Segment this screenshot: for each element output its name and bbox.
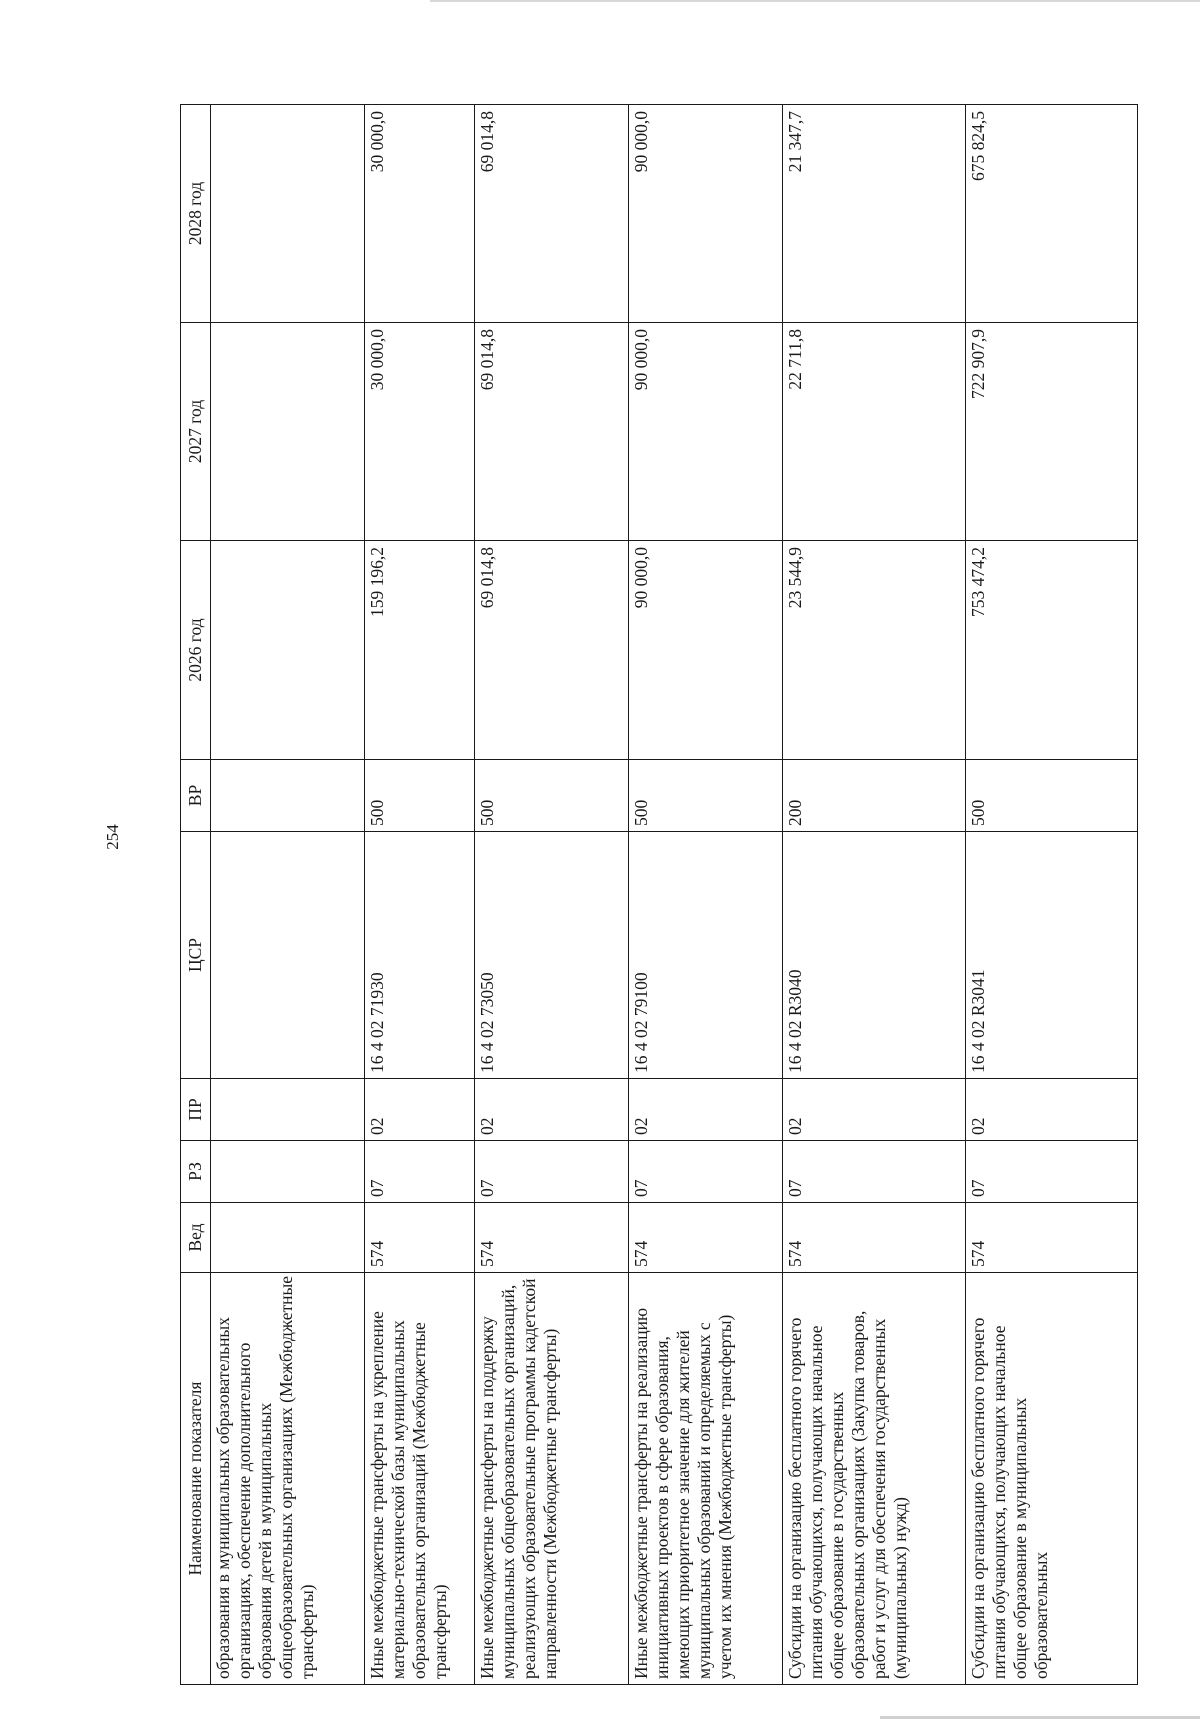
cell-vr: 200 — [783, 760, 966, 832]
cell-2028: 675 824,5 — [965, 105, 1137, 323]
cell-ved: 574 — [783, 1203, 966, 1273]
cell-2027: 722 907,9 — [965, 323, 1137, 541]
header-vr: ВР — [181, 760, 211, 832]
cell-name: Субсидии на организацию бесплатного горячего питания обучающихся, получающих начальное общее образование в государственных образовательных организациях (Закупка товаров, работ и услуг для обеспечения государственных (муниципальных) нужд) — [783, 1273, 966, 1685]
header-csr: ЦСР — [181, 832, 211, 1079]
cell-2026: 90 000,0 — [628, 541, 782, 760]
cell-2028 — [211, 105, 365, 323]
header-2028: 2028 год — [181, 105, 211, 323]
cell-csr — [211, 832, 365, 1079]
cell-name: Иные межбюджетные трансферты на реализацию инициативных проектов в сфере образования, имеющих приоритетное значение для жителей муниципальных образований и определяемых с учетом их мнения (Межбюджетные трансферты) — [628, 1273, 782, 1685]
header-ved: Вед — [181, 1203, 211, 1273]
header-2027: 2027 год — [181, 323, 211, 541]
cell-2028: 21 347,7 — [783, 105, 966, 323]
cell-name: образования в муниципальных образовательных организациях, обеспечение дополнительного образования детей в муниципальных общеобразовательных организациях (Межбюджетные трансферты) — [211, 1273, 365, 1685]
table-row — [211, 105, 365, 1685]
cell-2028: 69 014,8 — [474, 105, 628, 323]
cell-ved: 574 — [365, 1203, 475, 1273]
table-row — [628, 105, 782, 1685]
cell-rz: 07 — [365, 1141, 475, 1203]
cell-name: Иные межбюджетные трансферты на укрепление материально-технической базы муниципальных образовательных организаций (Межбюджетные трансферты) — [365, 1273, 475, 1685]
header-2026: 2026 год — [181, 541, 211, 760]
header-rz: РЗ — [181, 1141, 211, 1203]
budget-table — [180, 104, 1138, 1685]
scan-edge-line-bottom — [880, 1716, 1200, 1719]
cell-ved: 574 — [965, 1203, 1137, 1273]
cell-pr: 02 — [783, 1079, 966, 1141]
cell-pr: 02 — [474, 1079, 628, 1141]
cell-rz: 07 — [628, 1141, 782, 1203]
cell-2027: 22 711,8 — [783, 323, 966, 541]
cell-rz: 07 — [474, 1141, 628, 1203]
cell-vr: 500 — [965, 760, 1137, 832]
cell-ved: 574 — [474, 1203, 628, 1273]
cell-2026: 159 196,2 — [365, 541, 475, 760]
cell-csr: 16 4 02 R3040 — [783, 832, 966, 1079]
cell-csr: 16 4 02 73050 — [474, 832, 628, 1079]
cell-vr: 500 — [474, 760, 628, 832]
cell-pr: 02 — [365, 1079, 475, 1141]
cell-csr: 16 4 02 71930 — [365, 832, 475, 1079]
page-number: 254 — [103, 824, 122, 850]
cell-csr: 16 4 02 R3041 — [965, 832, 1137, 1079]
cell-ved — [211, 1203, 365, 1273]
cell-2026: 69 014,8 — [474, 541, 628, 760]
table-row — [965, 105, 1137, 1685]
rotated-table-container — [180, 105, 1138, 1685]
cell-rz — [211, 1141, 365, 1203]
cell-csr: 16 4 02 79100 — [628, 832, 782, 1079]
cell-vr: 500 — [628, 760, 782, 832]
cell-2028: 30 000,0 — [365, 105, 475, 323]
cell-rz: 07 — [783, 1141, 966, 1203]
cell-vr: 500 — [365, 760, 475, 832]
cell-ved: 574 — [628, 1203, 782, 1273]
cell-2027: 30 000,0 — [365, 323, 475, 541]
cell-2027 — [211, 323, 365, 541]
cell-name: Субсидии на организацию бесплатного горячего питания обучающихся, получающих начальное общее образование в муниципальных образовательных — [965, 1273, 1137, 1685]
table-header-row — [181, 105, 211, 1685]
cell-2026 — [211, 541, 365, 760]
cell-rz: 07 — [965, 1141, 1137, 1203]
header-pr: ПР — [181, 1079, 211, 1141]
table-row — [474, 105, 628, 1685]
cell-pr — [211, 1079, 365, 1141]
cell-pr: 02 — [628, 1079, 782, 1141]
table-row — [365, 105, 475, 1685]
scan-edge-line-top — [430, 0, 1200, 2]
cell-2028: 90 000,0 — [628, 105, 782, 323]
cell-pr: 02 — [965, 1079, 1137, 1141]
cell-vr — [211, 760, 365, 832]
cell-2027: 90 000,0 — [628, 323, 782, 541]
cell-2026: 753 474,2 — [965, 541, 1137, 760]
cell-2027: 69 014,8 — [474, 323, 628, 541]
table-row — [783, 105, 966, 1685]
header-name: Наименование показателя — [181, 1273, 211, 1685]
cell-name: Иные межбюджетные трансферты на поддержку муниципальных общеобразовательных организаций, реализующих образовательные программы кадетской направленности (Межбюджетные трансферты) — [474, 1273, 628, 1685]
cell-2026: 23 544,9 — [783, 541, 966, 760]
